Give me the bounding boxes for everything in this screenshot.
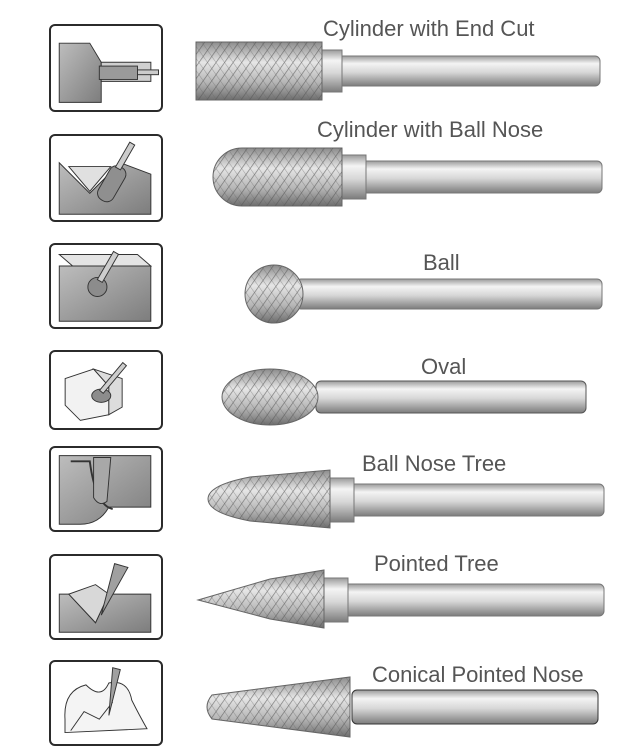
- cylinder-end-cut-icon: [49, 24, 163, 112]
- cylinder-end-cut-burr: [190, 38, 610, 104]
- pointed-tree-burr: [190, 567, 610, 631]
- conical-pointed-nose-icon: [49, 660, 163, 746]
- pointed-tree-icon: [49, 554, 163, 640]
- burr-label: Ball: [423, 250, 460, 275]
- burr-label: Cylinder with Ball Nose: [317, 117, 544, 142]
- cylinder-ball-nose-burr: [190, 144, 610, 210]
- ball-nose-tree-icon: [49, 446, 163, 532]
- burr-label: Cylinder with End Cut: [323, 16, 535, 41]
- oval-icon: [49, 350, 163, 430]
- conical-pointed-nose-burr: [190, 675, 610, 739]
- burr-label: Ball Nose Tree: [362, 451, 507, 476]
- cylinder-ball-nose-icon: [49, 134, 163, 222]
- burr-label: Pointed Tree: [374, 551, 499, 576]
- ball-nose-tree-burr: [190, 467, 610, 531]
- ball-burr: [190, 262, 610, 326]
- burr-label: Oval: [421, 354, 467, 379]
- ball-icon: [49, 243, 163, 329]
- burr-label: Conical Pointed Nose: [372, 662, 584, 687]
- oval-burr: [190, 366, 610, 428]
